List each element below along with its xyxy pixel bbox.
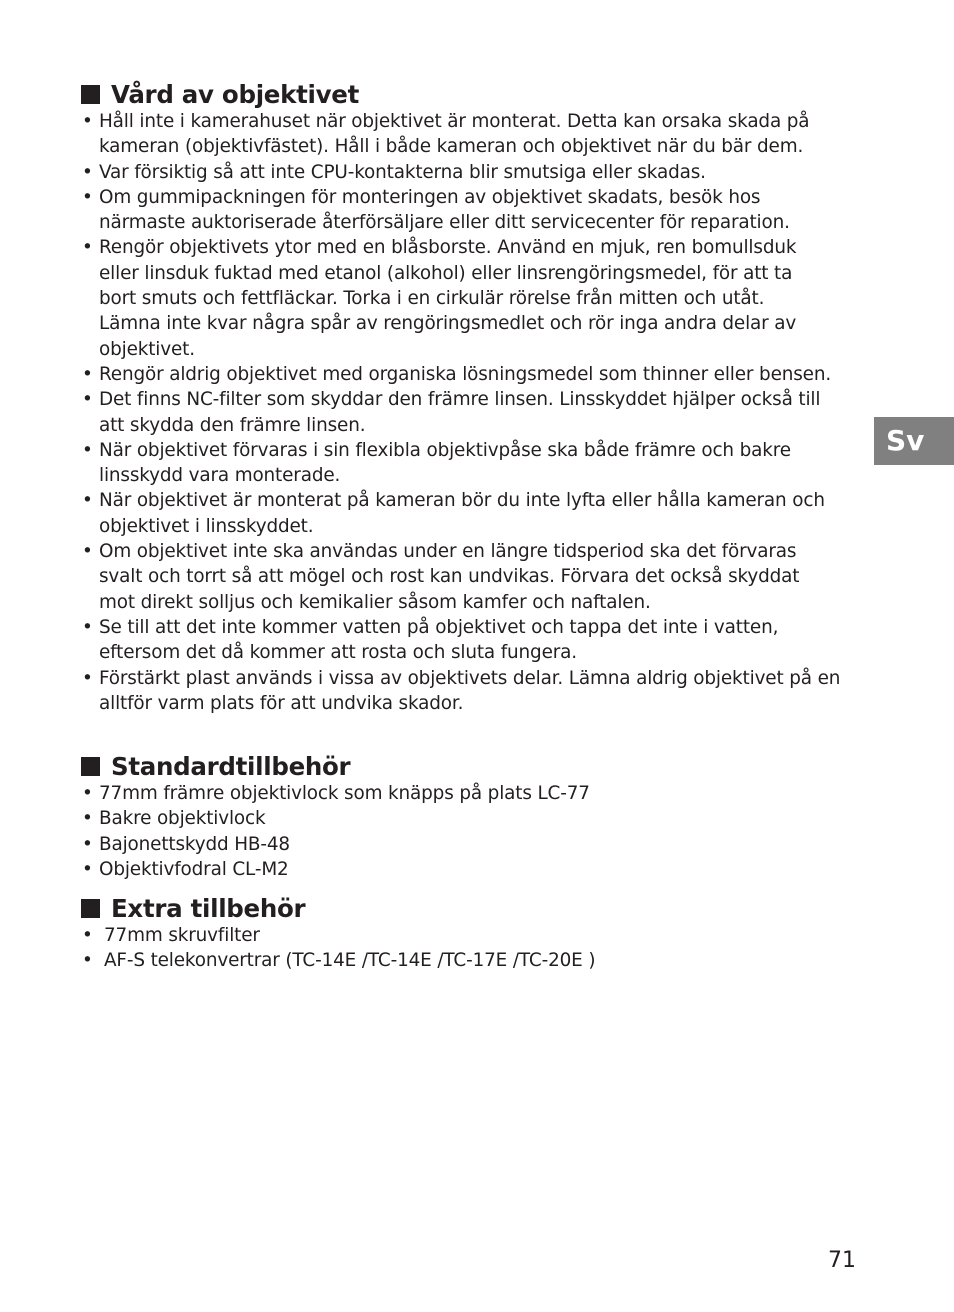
list-item: • Det finns NC-filter som skyddar den främre linsen. Linsskyddet hjälper också till att skydda den främre linsen. [82, 389, 821, 436]
extra-list [81, 923, 871, 974]
section-marker-icon [81, 757, 100, 776]
bullet-icon: • [82, 363, 93, 385]
list-item: • Rengör aldrig objektivet med organiska lösningsmedel som thinner eller bensen. [81, 362, 871, 387]
bullet-icon: • [82, 237, 93, 259]
list-item: • Om objektivet inte ska användas under en längre tidsperiod ska det förvaras svalt och torrt så att mögel och rost kan undvikas. Förvara det också skyddat mot direkt solljus och kemikalier såsom kamfer och naftalen. [82, 541, 800, 613]
list-item: • Om gummipackningen för monteringen av objektivet skadats, besök hos närmaste auktoriserade återförsäljare eller ditt servicecenter för reparation. [82, 186, 790, 234]
bullet-icon: • [82, 858, 93, 880]
bullet-icon: • [82, 439, 93, 461]
bullet-icon: • [82, 667, 93, 689]
list-item: • Förstärkt plast används i vissa av objektivets delar. Lämna aldrig objektivet på en alltför varm plats för att undvika skador. [82, 667, 841, 714]
care-section [81, 79, 871, 716]
bullet-icon: • [82, 389, 93, 411]
extra-heading [81, 893, 871, 923]
list-item: • Objektivfodral CL-M2 [81, 857, 871, 882]
list-item: • Bakre objektivlock [81, 806, 871, 831]
extra-heading-text: Extra tillbehör [111, 893, 306, 923]
standard-list [81, 781, 871, 882]
list-item: • När objektivet förvaras i sin flexibla objektivpåse ska både främre och bakre linsskydd vara monterade. [82, 439, 791, 487]
bullet-icon: • [82, 833, 93, 855]
bullet-icon: • [82, 111, 93, 132]
care-heading [81, 79, 871, 109]
bullet-icon: • [82, 186, 93, 208]
bullet-icon: • [82, 783, 93, 804]
bullet-icon: • [82, 950, 93, 972]
language-tab: Sv [874, 417, 954, 465]
bullet-icon: • [82, 808, 93, 830]
standard-heading-text: Standardtillbehör [111, 751, 351, 781]
bullet-icon: • [82, 161, 93, 183]
list-item: • Var försiktig så att inte CPU-kontakterna blir smutsiga eller skadas. [81, 160, 871, 185]
list-item: • När objektivet är monterat på kameran bör du inte lyfta eller hålla kameran och objektivet i linsskyddet. [82, 490, 825, 537]
section-marker-icon [81, 85, 100, 104]
standard-accessories-section [81, 751, 871, 882]
care-heading-text: Vård av objektivet [111, 79, 360, 109]
extra-accessories-section [81, 893, 871, 974]
list-item: • AF-S telekonvertrar (TC-14E /TC-14E /TC-17E /TC-20E ) [81, 948, 871, 973]
list-item: • 77mm främre objektivlock som knäpps på plats LC-77 [81, 781, 871, 806]
page-number: 71 [828, 1248, 856, 1273]
care-list [81, 109, 871, 716]
list-item: • Bajonettskydd HB-48 [81, 832, 871, 857]
bullet-icon: • [82, 616, 93, 638]
list-item: • Håll inte i kamerahuset när objektivet är monterat. Detta kan orsaka skada på kameran (objektivfästet). Håll i både kameran och objektivet när du bär dem. [82, 111, 810, 158]
standard-heading [81, 751, 871, 781]
bullet-icon: • [82, 541, 93, 563]
list-item: • 77mm skruvfilter [81, 923, 871, 948]
bullet-icon: • [82, 490, 93, 512]
section-marker-icon [81, 899, 100, 918]
bullet-icon: • [82, 925, 93, 946]
list-item: • Se till att det inte kommer vatten på objektivet och tappa det inte i vatten, eftersom det då kommer att rosta och sluta fungera. [82, 616, 779, 664]
list-item: • Rengör objektivets ytor med en blåsborste. Använd en mjuk, ren bomullsduk eller linsduk fuktad med etanol (alkohol) eller linsrengöringsmedel, för att ta bort smuts och fettfläckar. Torka i en cirkulär rörelse från mitten och utåt. Lämna inte kvar några spår av rengöringsmedlet och rör inga andra delar av objektivet. [82, 237, 797, 360]
